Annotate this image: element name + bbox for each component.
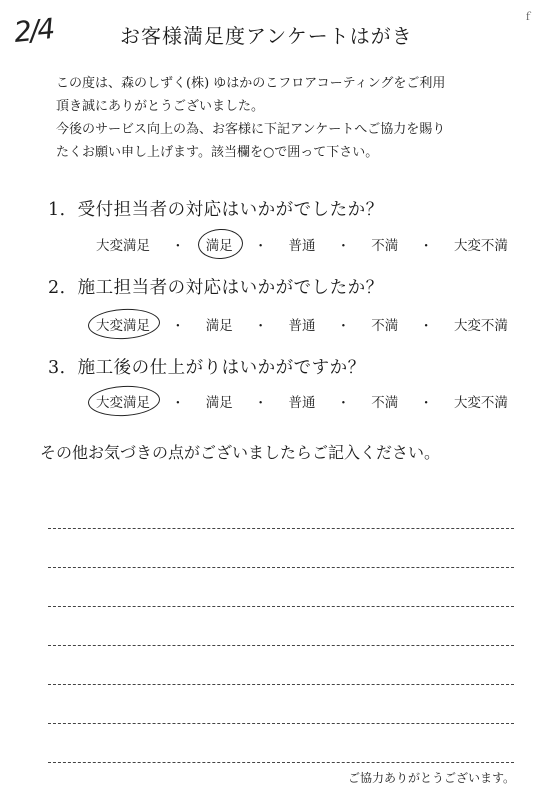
rating-option-selected[interactable]: 満足 [202, 232, 237, 256]
rating-option[interactable]: 普通 [288, 238, 316, 254]
rating-option-selected[interactable]: 大変満足 [92, 389, 154, 413]
option-separator: ・ [336, 395, 350, 411]
option-separator: ・ [254, 318, 268, 334]
option-separator: ・ [336, 318, 350, 334]
intro-line: 今後のサービス向上の為、お客様に下記アンケートへご協力を賜り [56, 122, 446, 137]
comment-line[interactable] [48, 607, 514, 646]
question-1: 1．受付担当者の対応はいかがでしたか？ [48, 200, 384, 220]
option-separator: ・ [171, 395, 185, 411]
option-separator: ・ [254, 238, 268, 254]
question-3: 3．施工後の仕上がりはいかがですか？ [48, 358, 366, 378]
rating-option[interactable]: 不満 [371, 395, 399, 411]
rating-option[interactable]: 大変満足 [96, 238, 150, 254]
corner-mark: ｆ [523, 12, 533, 23]
footer-thanks: ご協力ありがとうございます。 [347, 771, 515, 785]
rating-options-q2 [92, 312, 512, 336]
rating-option[interactable]: 大変不満 [453, 238, 508, 254]
comment-line[interactable] [48, 568, 514, 607]
other-comments-prompt: その他お気づきの点がございましたらご記入ください。 [40, 443, 441, 462]
rating-option[interactable]: 満足 [205, 318, 233, 334]
rating-options-q1 [92, 232, 512, 256]
intro-text [56, 72, 526, 164]
option-separator: ・ [171, 318, 185, 334]
rating-option[interactable]: 大変不満 [453, 395, 508, 411]
comment-line[interactable] [48, 646, 514, 685]
rating-option-selected[interactable]: 大変満足 [92, 312, 154, 336]
rating-option[interactable]: 不満 [371, 238, 399, 254]
rating-option[interactable]: 大変不満 [453, 318, 508, 334]
rating-option[interactable]: 満足 [205, 395, 233, 411]
option-separator: ・ [419, 238, 433, 254]
option-separator: ・ [419, 395, 433, 411]
handwritten-date: 2/4 [12, 12, 55, 49]
option-separator: ・ [419, 318, 433, 334]
rating-option[interactable]: 不満 [371, 318, 399, 334]
comment-lines [48, 490, 514, 763]
rating-options-q3 [92, 389, 512, 413]
comment-line[interactable] [48, 685, 514, 724]
comment-line[interactable] [48, 724, 514, 763]
rating-option[interactable]: 普通 [288, 318, 316, 334]
intro-line: 頂き誠にありがとうございました。 [56, 99, 265, 114]
intro-line: たくお願い申し上げます。該当欄を○で囲って下さい。 [56, 145, 379, 160]
comment-line[interactable] [48, 490, 514, 529]
question-2: 2．施工担当者の対応はいかがでしたか？ [48, 278, 384, 298]
comment-line[interactable] [48, 529, 514, 568]
option-separator: ・ [336, 238, 350, 254]
page-title: お客様満足度アンケートはがき [120, 24, 413, 48]
option-separator: ・ [171, 238, 185, 254]
intro-line: この度は、森のしずく(株) ゆはかのこフロアコーティングをご利用 [56, 76, 446, 91]
option-separator: ・ [254, 395, 268, 411]
rating-option[interactable]: 普通 [288, 395, 316, 411]
